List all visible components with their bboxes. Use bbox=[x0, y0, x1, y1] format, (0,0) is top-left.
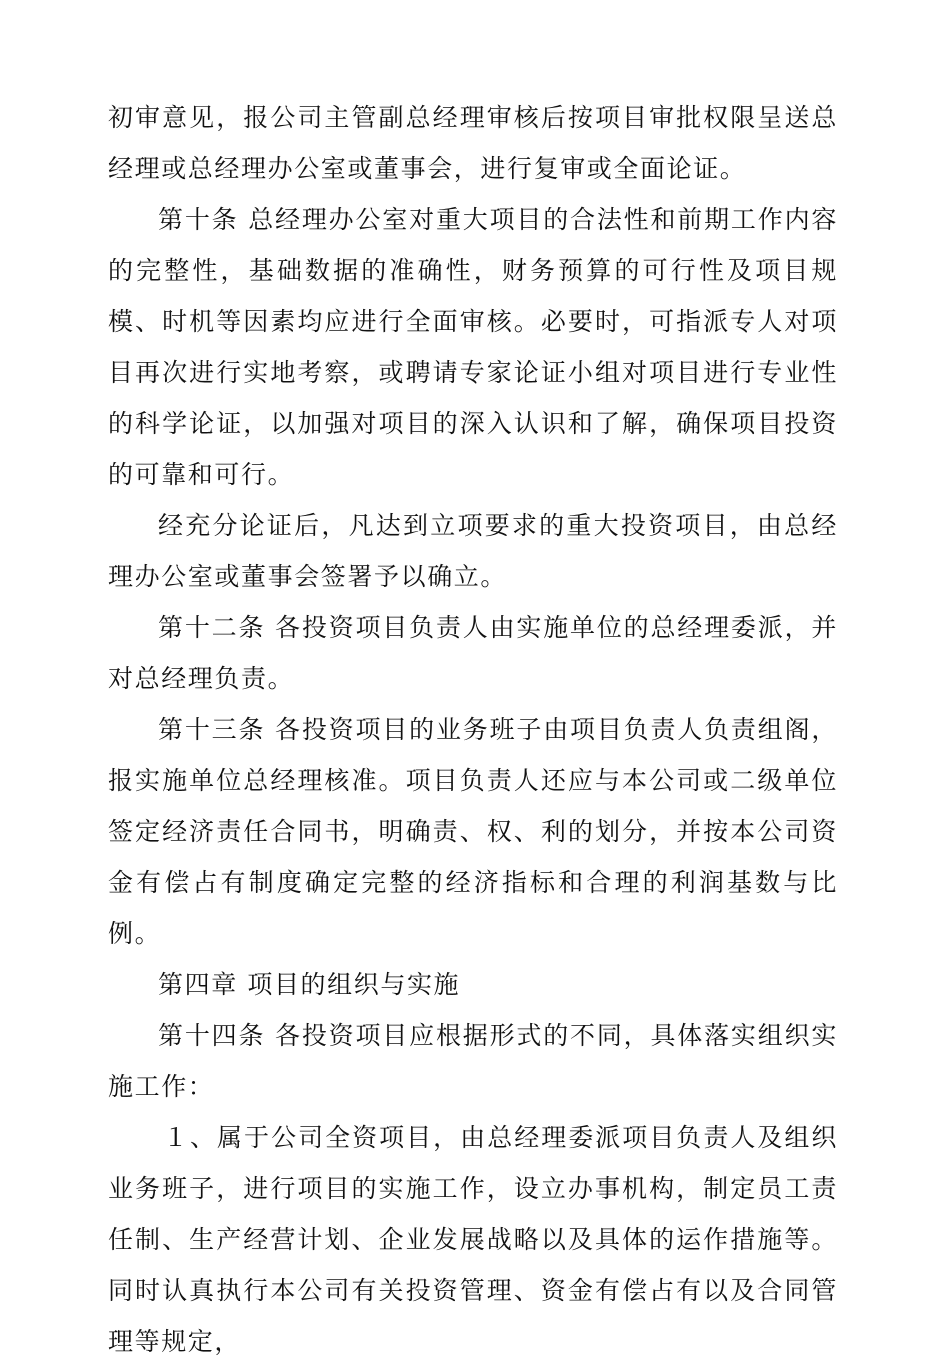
paragraph-approval: 经充分论证后，凡达到立项要求的重大投资项目，由总经理办公室或董事会签署予以确立。 bbox=[108, 511, 838, 591]
document-body bbox=[108, 92, 838, 1367]
list-item-1: １、属于公司全资项目，由总经理委派项目负责人及组织业务班子，进行项目的实施工作，设立办事机构，制定员工责任制、生产经营计划、企业发展战略以及具体的运作措施等。同时认真执行本公司有关投资管理、资金有偿占有以及合同管理等规定， bbox=[108, 1123, 838, 1356]
paragraph-article-10: 第十条 总经理办公室对重大项目的合法性和前期工作内容的完整性，基础数据的准确性，财务预算的可行性及项目规模、时机等因素均应进行全面审核。必要时，可指派专人对项目再次进行实地考察，或聘请专家论证小组对项目进行专业性的科学论证，以加强对项目的深入认识和了解，确保项目投资的可靠和可行。 bbox=[108, 205, 838, 489]
paragraph-article-12: 第十二条 各投资项目负责人由实施单位的总经理委派，并对总经理负责。 bbox=[108, 613, 838, 693]
paragraph-article-13: 第十三条 各投资项目的业务班子由项目负责人负责组阁，报实施单位总经理核准。项目负责人还应与本公司或二级单位签定经济责任合同书，明确责、权、利的划分，并按本公司资金有偿占有制度确定完整的经济指标和合理的利润基数与比例。 bbox=[108, 715, 838, 948]
paragraph-article-14: 第十四条 各投资项目应根据形式的不同，具体落实组织实施工作： bbox=[108, 1021, 838, 1101]
paragraph-continuation: 初审意见，报公司主管副总经理审核后按项目审批权限呈送总经理或总经理办公室或董事会，进行复审或全面论证。 bbox=[108, 103, 838, 183]
chapter-heading-4: 第四章 项目的组织与实施 bbox=[158, 970, 461, 999]
